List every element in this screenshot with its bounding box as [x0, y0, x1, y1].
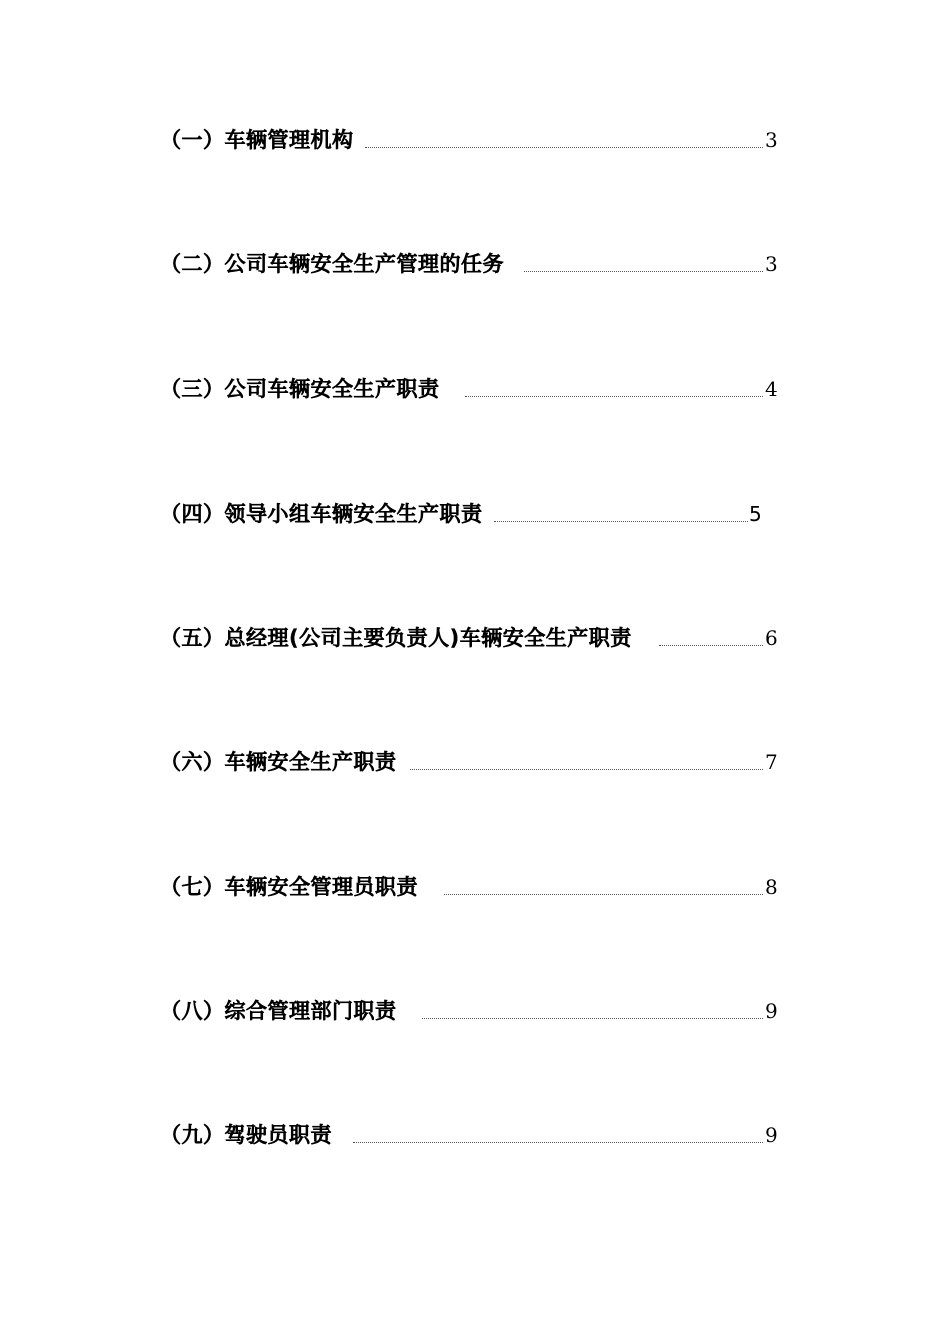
dot-leader — [494, 521, 748, 522]
toc-page-number: 8 — [765, 875, 778, 899]
toc-entry-title: （九）驾驶员职责 — [160, 1123, 332, 1147]
toc-entry[interactable] — [160, 246, 778, 278]
toc-entry-title: （六）车辆安全生产职责 — [160, 750, 397, 774]
toc-entry-title: （四）领导小组车辆安全生产职责 — [160, 502, 483, 526]
dot-leader — [365, 147, 763, 148]
toc-entry[interactable] — [160, 620, 778, 652]
toc-entry-title: （八）综合管理部门职责 — [160, 999, 397, 1023]
toc-entry-title: （七）车辆安全管理员职责 — [160, 875, 418, 899]
toc-page-number: 4 — [765, 377, 778, 401]
toc-entry-title: （五）总经理(公司主要负责人)车辆安全生产职责 — [160, 626, 632, 650]
dot-leader — [444, 894, 763, 895]
toc-entry[interactable] — [160, 1117, 778, 1149]
dot-leader — [422, 1018, 763, 1019]
toc-page-number: 6 — [765, 626, 778, 650]
dot-leader — [410, 769, 763, 770]
toc-entry[interactable] — [160, 371, 778, 403]
toc-entry[interactable] — [160, 122, 778, 154]
toc-entry[interactable] — [160, 496, 762, 528]
dot-leader — [465, 396, 763, 397]
toc-page-number: 5 — [749, 502, 762, 526]
toc-page-number: 9 — [765, 1123, 778, 1147]
toc-page-number: 3 — [765, 252, 778, 276]
toc-entry-title: （一）车辆管理机构 — [160, 128, 354, 152]
toc-page-number: 7 — [765, 750, 778, 774]
toc-entry-title: （二）公司车辆安全生产管理的任务 — [160, 252, 504, 276]
toc-entry[interactable] — [160, 993, 778, 1025]
dot-leader — [659, 645, 763, 646]
dot-leader — [524, 271, 763, 272]
dot-leader — [353, 1142, 763, 1143]
toc-entry-title: （三）公司车辆安全生产职责 — [160, 377, 440, 401]
toc-page-number: 9 — [765, 999, 778, 1023]
toc-page-number: 3 — [765, 128, 778, 152]
toc-entry[interactable] — [160, 869, 778, 901]
toc-entry[interactable] — [160, 744, 778, 776]
